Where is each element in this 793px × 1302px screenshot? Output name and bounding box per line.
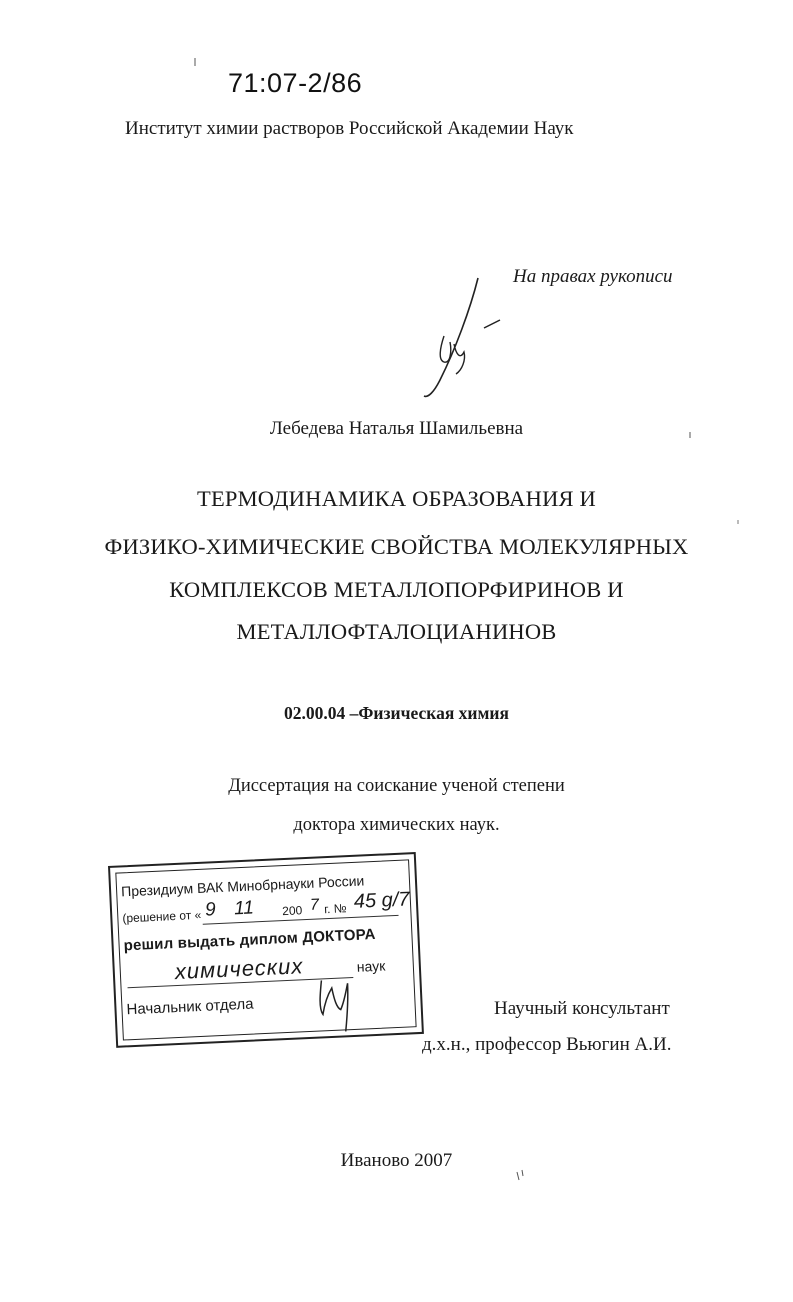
institute-name: Институт химии растворов Российской Академии Наук [125,118,574,139]
author-signature [400,270,520,410]
stamp-signature [309,972,372,1035]
stamp-decision-prefix: (решение от « [122,907,202,926]
specialty-code: 02.00.04 –Физическая химия [284,703,509,723]
catalog-number: 71:07-2/86 [228,68,363,98]
author-name: Лебедева Наталья Шамильевна [269,418,524,439]
stamp-science-suffix: наук [356,957,386,975]
stamp-day: 9 [204,899,217,921]
stamp-number-label: г. № [323,901,347,917]
degree-line: Диссертация на соискание ученой степени [228,776,565,796]
city-year: Иваново 2007 [340,1150,453,1171]
consultant-label: Научный консультант [494,998,670,1019]
manuscript-note: На правах рукописи [513,266,673,287]
stamp-presidium-line: Президиум ВАК Минобрнауки России [120,872,365,900]
title-line: КОМПЛЕКСОВ МЕТАЛЛОПОРФИРИНОВ И [169,577,624,602]
stamp-number: 45 g/7 [353,888,410,913]
degree-line: доктора химических наук. [293,815,500,835]
stamp-head-of-department: Начальник отдела [126,995,254,1019]
title-line: МЕТАЛЛОФТАЛОЦИАНИНОВ [236,619,557,644]
stamp-year-prefix: 200 [281,903,303,919]
vak-stamp [108,852,424,1048]
title-line: ФИЗИКО-ХИМИЧЕСКИЕ СВОЙСТВА МОЛЕКУЛЯРНЫХ [104,534,689,559]
stamp-science-field: химических [174,953,304,985]
stamp-year-digit: 7 [309,896,320,914]
stamp-month: 11 [233,897,255,920]
stamp-decision-line: решил выдать диплом ДОКТОРА [123,925,376,955]
consultant-name: д.х.н., профессор Вьюгин А.И. [422,1034,672,1055]
title-line: ТЕРМОДИНАМИКА ОБРАЗОВАНИЯ И [197,486,596,511]
